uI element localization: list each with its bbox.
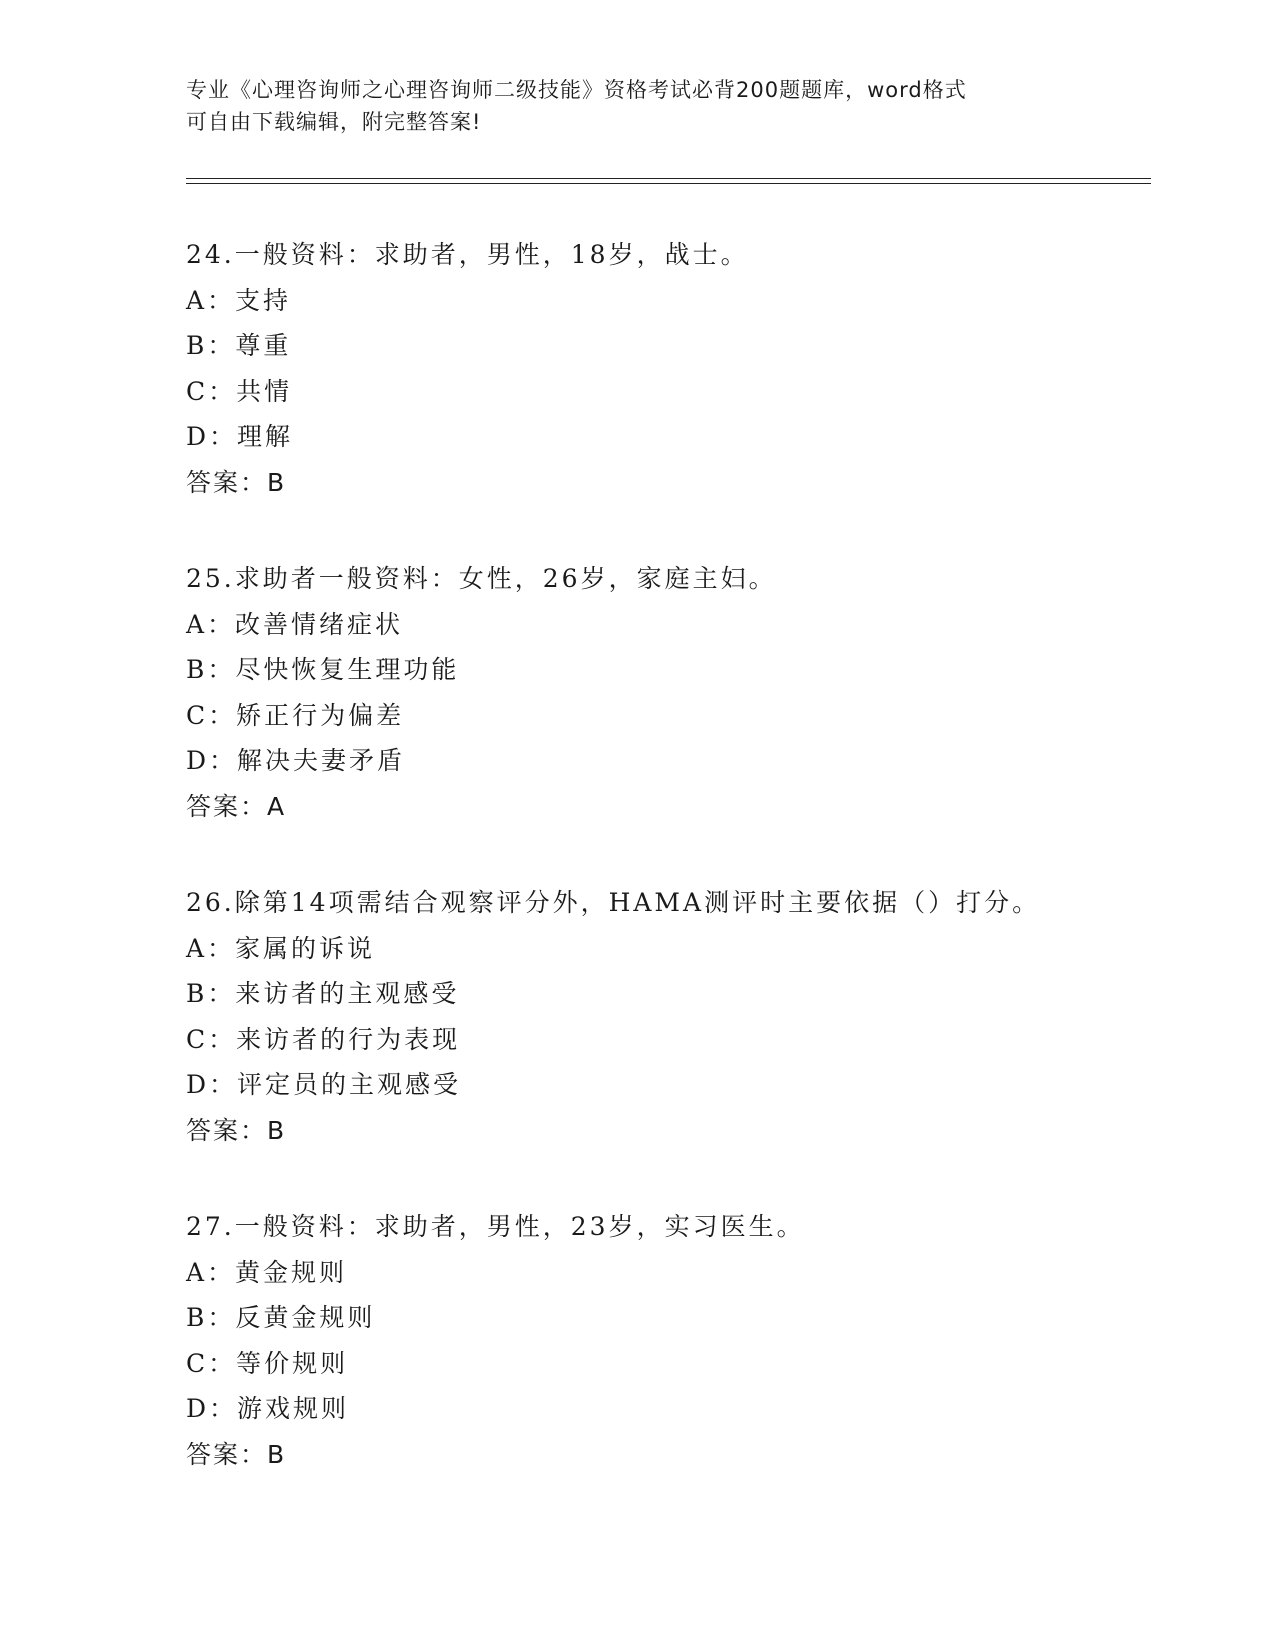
header-divider-top	[186, 178, 1151, 179]
question-title: 25.求助者一般资料：女性，26岁，家庭主妇。	[186, 564, 777, 593]
header-line-1: 专业《心理咨询师之心理咨询师二级技能》资格考试必背200题题库，word格式	[186, 78, 967, 102]
document-header	[186, 74, 1086, 138]
option-d: D：评定员的主观感受	[186, 1070, 462, 1099]
option-c: C：等价规则	[186, 1348, 349, 1378]
answer: 答案：B	[186, 467, 287, 497]
question-title: 26.除第14项需结合观察评分外，HAMA测评时主要依据（）打分。	[186, 888, 1041, 917]
question-24	[186, 232, 1146, 505]
option-b: B：反黄金规则	[186, 1303, 376, 1332]
header-divider-bottom	[186, 183, 1151, 184]
question-26	[186, 880, 1146, 1153]
header-line-2: 可自由下载编辑，附完整答案!	[186, 110, 482, 134]
option-a: A：改善情绪症状	[186, 609, 404, 639]
option-c: C：矫正行为偏差	[186, 700, 405, 730]
question-title: 27.一般资料：求助者，男性，23岁，实习医生。	[186, 1212, 805, 1241]
answer: 答案：B	[186, 1439, 287, 1469]
option-d: D：游戏规则	[186, 1394, 350, 1423]
option-b: B：尽快恢复生理功能	[186, 655, 460, 684]
option-b: B：尊重	[186, 331, 292, 360]
option-a: A：黄金规则	[186, 1257, 348, 1287]
question-list	[186, 232, 1146, 1528]
question-25	[186, 556, 1146, 829]
answer: 答案：A	[186, 791, 287, 821]
answer: 答案：B	[186, 1115, 287, 1145]
question-27	[186, 1204, 1146, 1477]
question-title: 24.一般资料：求助者，男性，18岁，战士。	[186, 240, 749, 269]
option-b: B：来访者的主观感受	[186, 979, 460, 1008]
option-c: C：共情	[186, 376, 293, 406]
option-a: A：支持	[186, 285, 292, 315]
option-a: A：家属的诉说	[186, 933, 376, 963]
option-c: C：来访者的行为表现	[186, 1024, 461, 1054]
option-d: D：解决夫妻矛盾	[186, 746, 406, 775]
option-d: D：理解	[186, 422, 294, 451]
